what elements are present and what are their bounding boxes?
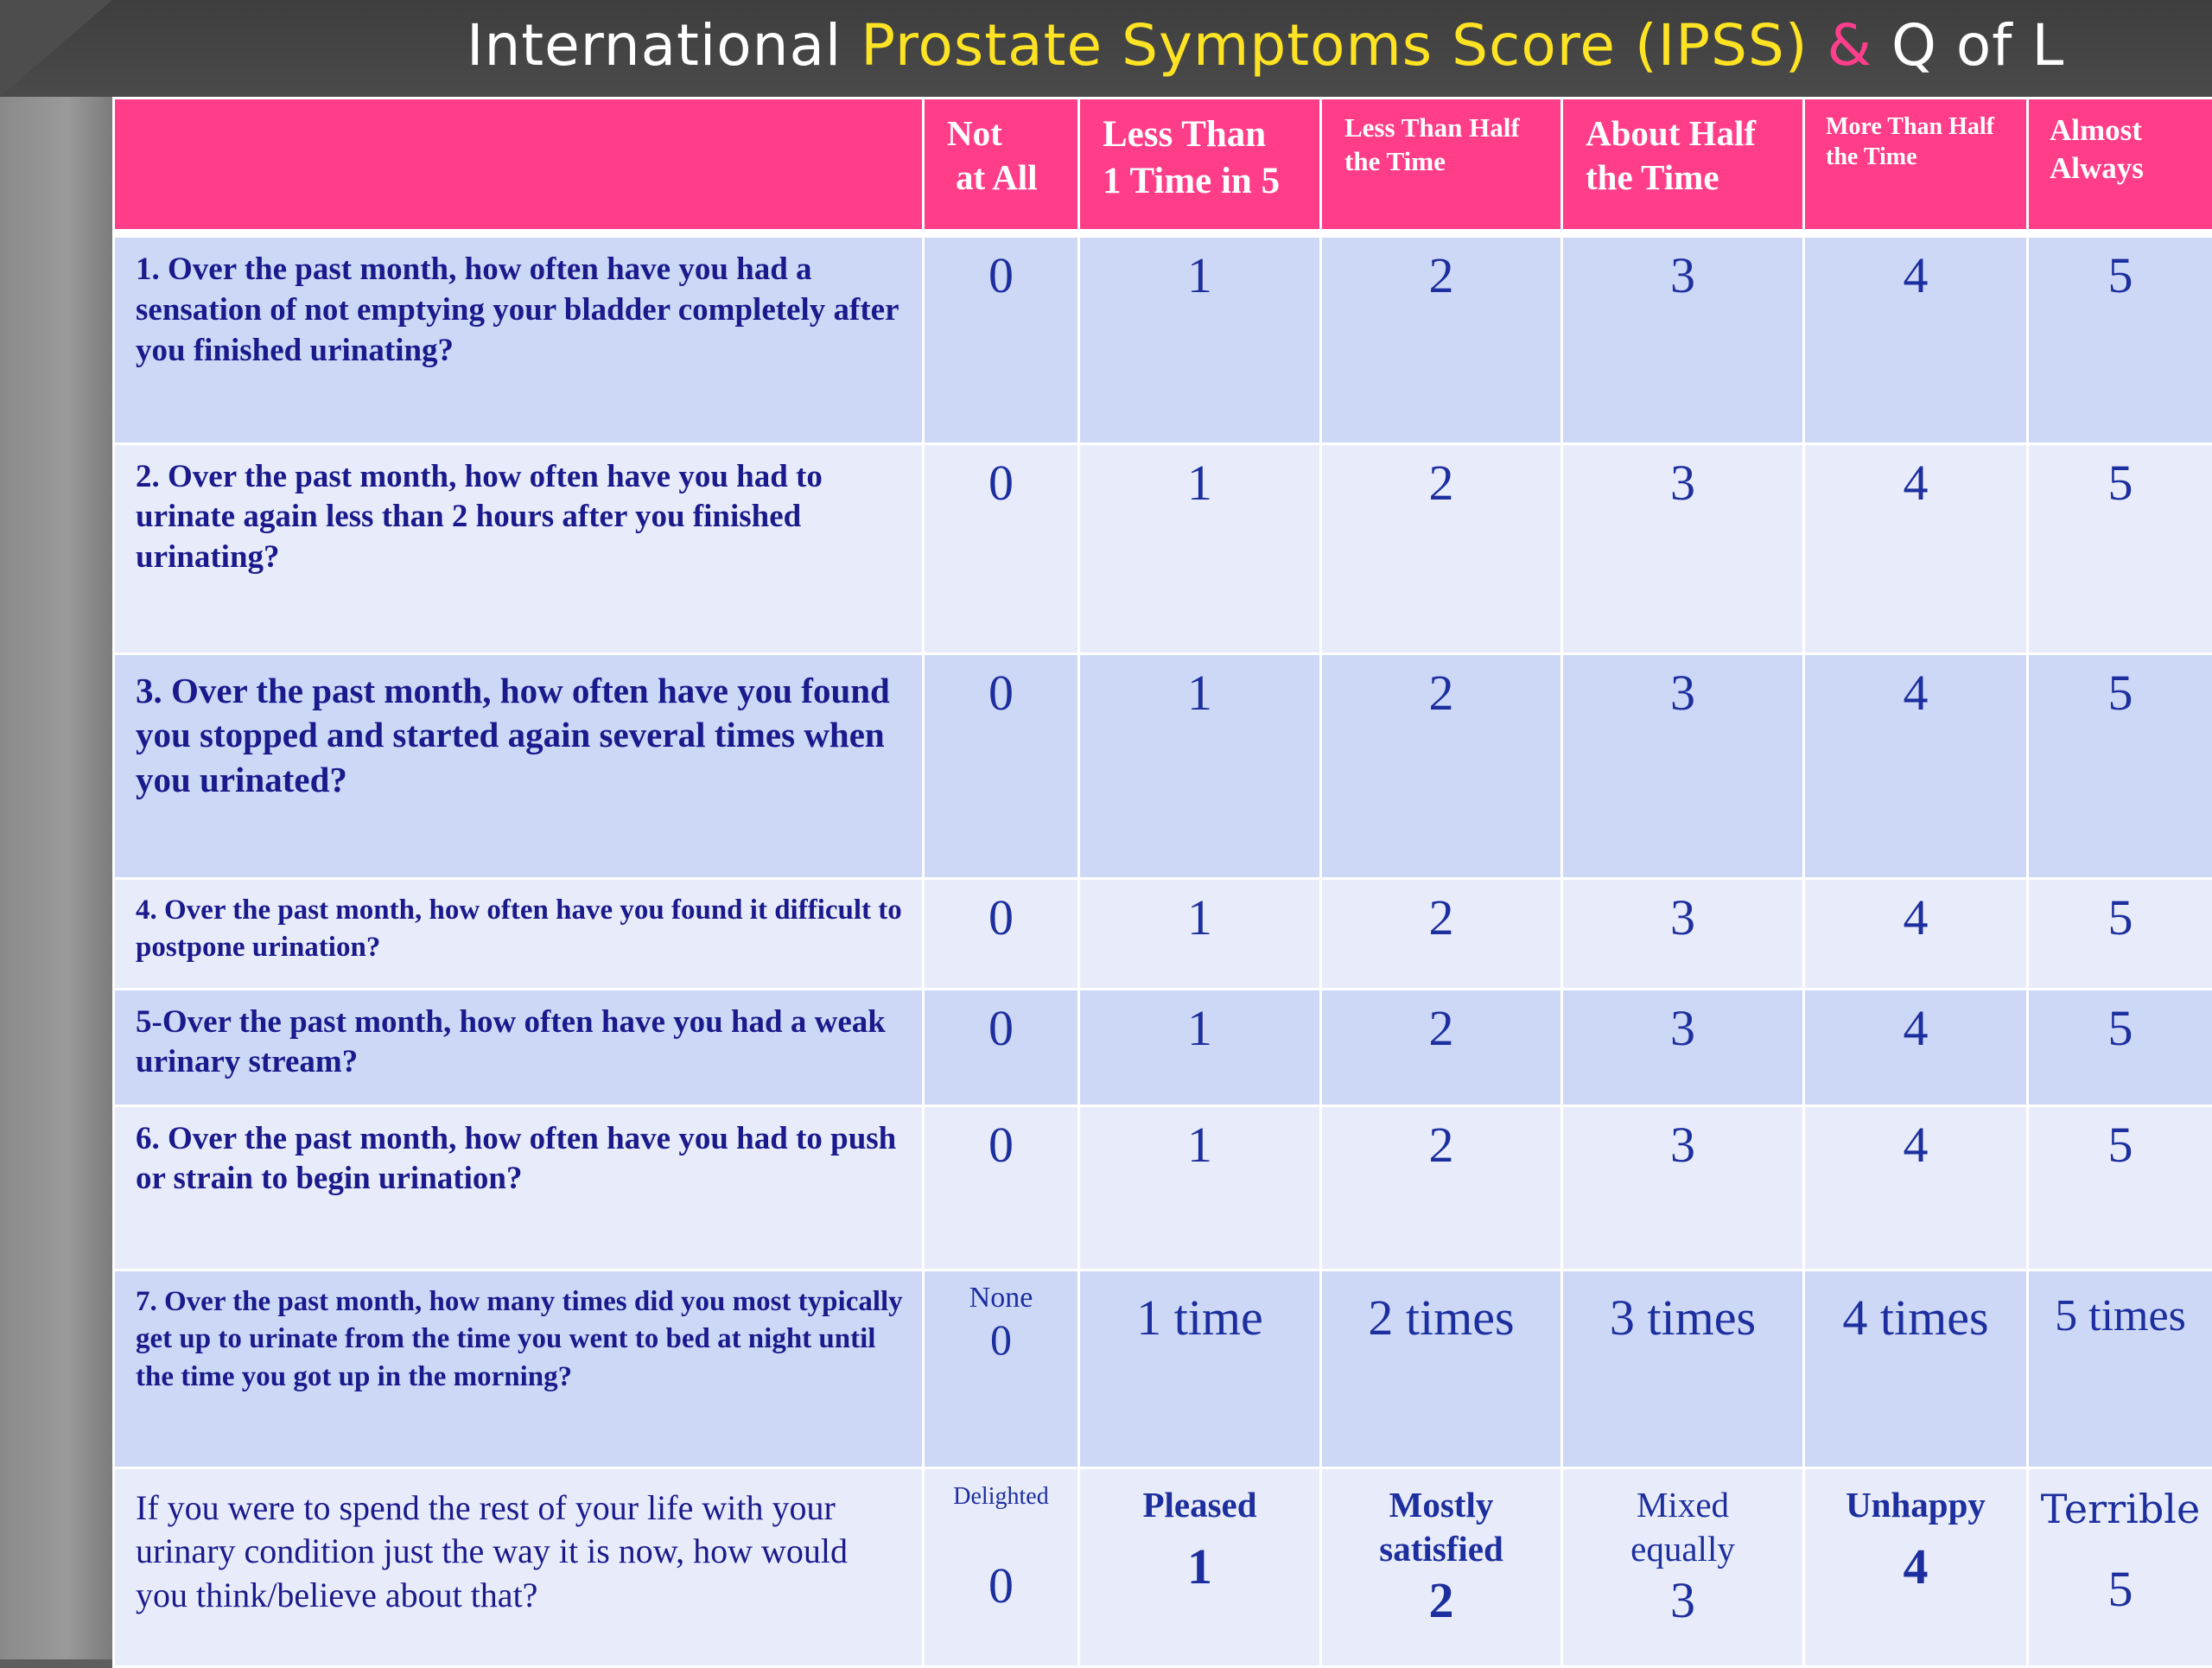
qol-value: 5 bbox=[2029, 1534, 2212, 1618]
score-0[interactable]: 0 bbox=[924, 653, 1079, 878]
score-1[interactable]: 1 bbox=[1079, 653, 1321, 878]
header-label: the Time bbox=[1826, 143, 1917, 170]
question-text: 6. Over the past month, how often have you had to push or strain to begin urination? bbox=[114, 1105, 924, 1270]
qol-delighted[interactable] bbox=[924, 1467, 1079, 1666]
none-value: 0 bbox=[925, 1315, 1077, 1365]
qol-label: Unhappy bbox=[1805, 1469, 2026, 1527]
score-3[interactable]: 3 bbox=[1562, 1105, 1804, 1270]
header-label: Not bbox=[947, 113, 1002, 153]
header-label: More Than Half bbox=[1826, 113, 1994, 140]
quality-of-life-row bbox=[114, 1467, 2212, 1666]
question-text: 5-Over the past month, how often have you had a weak urinary stream? bbox=[114, 989, 924, 1105]
header-label: at All bbox=[947, 157, 1038, 197]
qol-terrible[interactable] bbox=[2028, 1467, 2212, 1666]
qol-question-text: If you were to spend the rest of your life with your urinary condition just the way it is now, how would you think/believe about that? bbox=[114, 1467, 924, 1666]
qol-unhappy[interactable] bbox=[1804, 1467, 2028, 1666]
title-word-prostate: Prostate bbox=[861, 12, 1122, 79]
question-row-6 bbox=[114, 1105, 2212, 1270]
header-label: Almost bbox=[2050, 113, 2142, 147]
qol-label: Terrible bbox=[2029, 1469, 2212, 1535]
score-5[interactable]: 5 bbox=[2028, 653, 2212, 878]
title-word-ipss: (IPSS) bbox=[1635, 12, 1827, 79]
title-word-symptoms: Symptoms bbox=[1122, 12, 1452, 79]
qol-value: 4 bbox=[1805, 1527, 2026, 1595]
score-2[interactable]: 2 bbox=[1321, 443, 1562, 653]
background-left-panel bbox=[0, 0, 112, 1659]
title-word-international: International bbox=[467, 12, 861, 79]
header-label: Less Than bbox=[1103, 114, 1266, 155]
title-ampersand: & bbox=[1827, 12, 1891, 79]
header-label: About Half bbox=[1586, 113, 1756, 153]
header-label: 1 Time in 5 bbox=[1103, 161, 1280, 201]
score-none[interactable] bbox=[924, 1270, 1079, 1467]
question-row-3 bbox=[114, 653, 2212, 878]
score-4[interactable]: 4 bbox=[1804, 989, 2028, 1105]
score-1-time[interactable]: 1 time bbox=[1079, 1270, 1321, 1467]
score-2-times[interactable]: 2 times bbox=[1321, 1270, 1562, 1467]
qol-pleased[interactable] bbox=[1079, 1467, 1321, 1666]
page-title bbox=[467, 0, 2108, 92]
qol-mostly-satisfied[interactable] bbox=[1321, 1467, 1562, 1666]
score-1[interactable]: 1 bbox=[1079, 233, 1321, 443]
score-0[interactable]: 0 bbox=[924, 233, 1079, 443]
header-not-at-all bbox=[924, 99, 1079, 234]
score-5-times[interactable]: 5 times bbox=[2028, 1270, 2212, 1467]
qol-value: 0 bbox=[925, 1512, 1077, 1614]
question-row-7-nocturia bbox=[114, 1270, 2212, 1467]
ipss-table bbox=[112, 97, 2212, 1668]
score-0[interactable]: 0 bbox=[924, 443, 1079, 653]
qol-label: Mostly satisfied bbox=[1322, 1469, 1560, 1572]
header-more-than-half bbox=[1804, 99, 2028, 234]
score-3[interactable]: 3 bbox=[1562, 653, 1804, 878]
question-text: 1. Over the past month, how often have you had a sensation of not emptying your bladder completely after you finished urinating? bbox=[114, 233, 924, 443]
question-text: 2. Over the past month, how often have you had to urinate again less than 2 hours after you finished urinating? bbox=[114, 443, 924, 653]
header-about-half bbox=[1562, 99, 1804, 234]
qol-label: Pleased bbox=[1080, 1469, 1319, 1527]
score-3[interactable]: 3 bbox=[1562, 878, 1804, 989]
header-row bbox=[114, 99, 2212, 234]
score-1[interactable]: 1 bbox=[1079, 989, 1321, 1105]
score-4-times[interactable]: 4 times bbox=[1804, 1270, 2028, 1467]
question-row-2 bbox=[114, 443, 2212, 653]
qol-label: Delighted bbox=[925, 1469, 1077, 1512]
score-0[interactable]: 0 bbox=[924, 878, 1079, 989]
question-text: 3. Over the past month, how often have you found you stopped and started again several times when you urinated? bbox=[114, 653, 924, 878]
score-5[interactable]: 5 bbox=[2028, 1105, 2212, 1270]
qol-value: 1 bbox=[1080, 1527, 1319, 1595]
score-3[interactable]: 3 bbox=[1562, 989, 1804, 1105]
score-3[interactable]: 3 bbox=[1562, 233, 1804, 443]
score-4[interactable]: 4 bbox=[1804, 443, 2028, 653]
header-label: Always bbox=[2050, 151, 2144, 185]
background-corner-shape bbox=[0, 0, 112, 97]
score-5[interactable]: 5 bbox=[2028, 989, 2212, 1105]
title-word-score: Score bbox=[1452, 12, 1635, 79]
title-word-qol: Q of L bbox=[1891, 12, 2064, 79]
question-row-4 bbox=[114, 878, 2212, 989]
ipss-table-container bbox=[112, 97, 2212, 1659]
score-2[interactable]: 2 bbox=[1321, 878, 1562, 989]
question-text: 4. Over the past month, how often have you found it difficult to postpone urination? bbox=[114, 878, 924, 989]
score-2[interactable]: 2 bbox=[1321, 233, 1562, 443]
question-row-5 bbox=[114, 989, 2212, 1105]
header-label: the Time bbox=[1344, 146, 1446, 176]
header-less-than-half bbox=[1321, 99, 1562, 234]
header-almost-always bbox=[2028, 99, 2212, 234]
score-3[interactable]: 3 bbox=[1562, 443, 1804, 653]
question-text: 7. Over the past month, how many times did you most typically get up to urinate from the time you went to bed at night until the time you got up in the morning? bbox=[114, 1270, 924, 1467]
score-0[interactable]: 0 bbox=[924, 989, 1079, 1105]
score-2[interactable]: 2 bbox=[1321, 1105, 1562, 1270]
score-4[interactable]: 4 bbox=[1804, 653, 2028, 878]
score-3-times[interactable]: 3 times bbox=[1562, 1270, 1804, 1467]
score-4[interactable]: 4 bbox=[1804, 878, 2028, 989]
score-1[interactable]: 1 bbox=[1079, 878, 1321, 989]
score-2[interactable]: 2 bbox=[1321, 989, 1562, 1105]
qol-mixed-equally[interactable] bbox=[1562, 1467, 1804, 1666]
qol-label: Mixed equally bbox=[1563, 1469, 1802, 1572]
score-5[interactable]: 5 bbox=[2028, 443, 2212, 653]
score-5[interactable]: 5 bbox=[2028, 878, 2212, 989]
question-row-1 bbox=[114, 233, 2212, 443]
header-label: the Time bbox=[1586, 157, 1719, 197]
score-4[interactable]: 4 bbox=[1804, 233, 2028, 443]
header-label: Less Than Half bbox=[1344, 112, 1520, 143]
none-label: None bbox=[925, 1271, 1077, 1315]
header-question-cell bbox=[114, 99, 924, 234]
score-1[interactable]: 1 bbox=[1079, 443, 1321, 653]
score-2[interactable]: 2 bbox=[1321, 653, 1562, 878]
qol-value: 2 bbox=[1322, 1571, 1560, 1629]
score-5[interactable]: 5 bbox=[2028, 233, 2212, 443]
header-less-than-1-in-5 bbox=[1079, 99, 1321, 234]
score-1[interactable]: 1 bbox=[1079, 1105, 1321, 1270]
qol-value: 3 bbox=[1563, 1571, 1802, 1629]
score-0[interactable]: 0 bbox=[924, 1105, 1079, 1270]
score-4[interactable]: 4 bbox=[1804, 1105, 2028, 1270]
